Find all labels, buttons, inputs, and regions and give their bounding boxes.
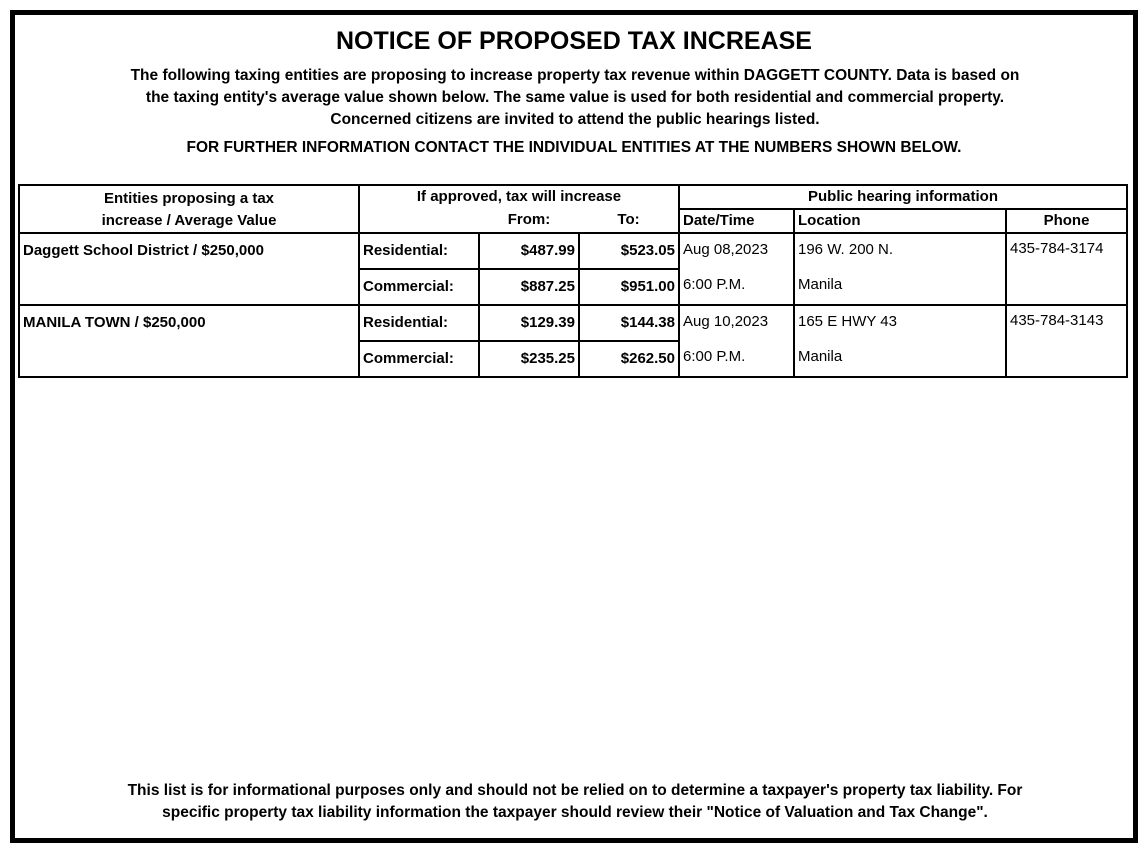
hearing-city: Manila [794, 341, 1006, 377]
tax-increase-table [18, 184, 1128, 378]
hearing-address: 165 E HWY 43 [794, 305, 1006, 341]
property-type-label: Commercial: [359, 341, 479, 377]
tax-to-amount: $523.05 [579, 233, 679, 269]
entity-header-line: Entities proposing a tax [103, 190, 275, 207]
entity-phone: 435-784-3174 [1006, 233, 1127, 305]
hearing-address: 196 W. 200 N. [794, 233, 1006, 269]
hearing-date: Aug 08,2023 [679, 233, 794, 269]
entity-header-line: increase / Average Value [101, 212, 277, 229]
intro-line: The following taxing entities are proposing to increase property tax revenue within DAGGETT COUNTY. Data is based on [130, 67, 1020, 84]
property-type-label: Commercial: [359, 269, 479, 305]
entity-phone: 435-784-3143 [1006, 305, 1127, 377]
intro-line: Concerned citizens are invited to attend the public hearings listed. [330, 111, 820, 128]
hearing-time: 6:00 P.M. [679, 269, 794, 305]
disclaimer-line: specific property tax liability information the taxpayer should review their "Notice of Valuation and Tax Change". [162, 804, 988, 821]
tax-to-amount: $262.50 [579, 341, 679, 377]
table-row [19, 305, 1127, 341]
tax-from-amount: $487.99 [479, 233, 579, 269]
property-type-label: Residential: [359, 305, 479, 341]
to-column-header: To: [579, 209, 679, 233]
hearing-date: Aug 10,2023 [679, 305, 794, 341]
entity-column-header [19, 185, 359, 233]
hearing-city: Manila [794, 269, 1006, 305]
property-type-label: Residential: [359, 233, 479, 269]
entity-name: Daggett School District / $250,000 [19, 233, 359, 305]
notice-title: NOTICE OF PROPOSED TAX INCREASE [336, 27, 812, 55]
from-column-header: From: [479, 209, 579, 233]
type-column-header [359, 209, 479, 233]
notice-frame [10, 10, 1138, 843]
contact-instructions: FOR FURTHER INFORMATION CONTACT THE INDIVIDUAL ENTITIES AT THE NUMBERS SHOWN BELOW. [186, 139, 962, 156]
notice-intro [95, 65, 1055, 131]
tax-from-amount: $887.25 [479, 269, 579, 305]
location-column-header: Location [794, 209, 1006, 233]
tax-from-amount: $129.39 [479, 305, 579, 341]
intro-line: the taxing entity's average value shown below. The same value is used for both residential and commercial property. [145, 89, 1005, 106]
phone-column-header: Phone [1006, 209, 1127, 233]
tax-to-amount: $144.38 [579, 305, 679, 341]
disclaimer-line: This list is for informational purposes only and should not be relied on to determine a taxpayer's property tax liability. For [127, 782, 1023, 799]
table-row [19, 233, 1127, 269]
hearing-group-header: Public hearing information [679, 185, 1127, 209]
disclaimer [75, 780, 1075, 824]
entity-name: MANILA TOWN / $250,000 [19, 305, 359, 377]
hearing-time: 6:00 P.M. [679, 341, 794, 377]
tax-from-amount: $235.25 [479, 341, 579, 377]
increase-group-header: If approved, tax will increase [359, 185, 679, 209]
tax-to-amount: $951.00 [579, 269, 679, 305]
datetime-column-header: Date/Time [679, 209, 794, 233]
